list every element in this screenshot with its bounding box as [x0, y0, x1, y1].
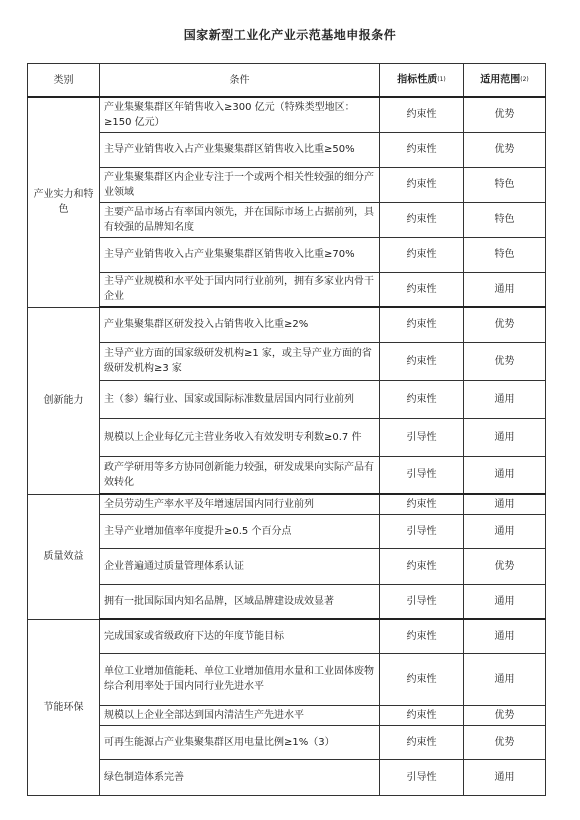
table-row: [28, 514, 546, 548]
condition-cell: 政产学研用等多方协同创新能力较强，研发成果向实际产品有效转化: [100, 456, 380, 494]
scope-cell: 通用: [464, 653, 546, 705]
scope-cell: 特色: [464, 202, 546, 237]
table-row: [28, 272, 546, 307]
category-cell: 产业实力和特色: [28, 97, 100, 307]
condition-cell: 规模以上企业全部达到国内清洁生产先进水平: [100, 705, 380, 725]
constraint-cell: 约束性: [380, 548, 464, 584]
condition-cell: 主导产业方面的国家级研发机构≥1 家，或主导产业方面的省级研发机构≥3 家: [100, 342, 380, 380]
table-row: [28, 494, 546, 514]
constraint-cell: 约束性: [380, 97, 464, 132]
constraint-cell: 引导性: [380, 456, 464, 494]
table-row: [28, 725, 546, 759]
constraint-cell: 约束性: [380, 705, 464, 725]
scope-cell: 优势: [464, 307, 546, 342]
scope-cell: 通用: [464, 759, 546, 795]
header-condition: 条件: [100, 64, 380, 98]
scope-cell: 通用: [464, 380, 546, 418]
table-row: [28, 548, 546, 584]
condition-cell: 主导产业销售收入占产业集聚集群区销售收入比重≥50%: [100, 132, 380, 167]
scope-cell: 特色: [464, 167, 546, 202]
table-row: [28, 619, 546, 653]
category-cell: 质量效益: [28, 494, 100, 619]
conditions-table: [27, 63, 546, 796]
condition-cell: 产业集聚集群区年销售收入≥300 亿元（特殊类型地区：≥150 亿元）: [100, 97, 380, 132]
table-row: [28, 584, 546, 619]
constraint-cell: 约束性: [380, 202, 464, 237]
condition-cell: 可再生能源占产业集聚集群区用电量比例≥1%（3）: [100, 725, 380, 759]
constraint-cell: 约束性: [380, 272, 464, 307]
condition-cell: 绿色制造体系完善: [100, 759, 380, 795]
header-scope-note: (2): [520, 76, 529, 84]
scope-cell: 通用: [464, 456, 546, 494]
constraint-cell: 约束性: [380, 653, 464, 705]
condition-cell: 企业普遍通过质量管理体系认证: [100, 548, 380, 584]
header-constraint: [380, 64, 464, 98]
scope-cell: 通用: [464, 272, 546, 307]
condition-cell: 主（参）编行业、国家或国际标准数量居国内同行业前列: [100, 380, 380, 418]
condition-cell: 拥有一批国际国内知名品牌，区域品牌建设成效显著: [100, 584, 380, 619]
table-row: [28, 202, 546, 237]
condition-cell: 规模以上企业每亿元主营业务收入有效发明专利数≥0.7 件: [100, 418, 380, 456]
condition-cell: 主要产品市场占有率国内领先，并在国际市场上占据前列，具有较强的品牌知名度: [100, 202, 380, 237]
table-row: [28, 132, 546, 167]
table-row: [28, 456, 546, 494]
constraint-cell: 约束性: [380, 619, 464, 653]
table-row: [28, 342, 546, 380]
constraint-cell: 约束性: [380, 167, 464, 202]
scope-cell: 通用: [464, 584, 546, 619]
scope-cell: 通用: [464, 418, 546, 456]
constraint-cell: 约束性: [380, 380, 464, 418]
constraint-cell: 引导性: [380, 514, 464, 548]
constraint-cell: 引导性: [380, 584, 464, 619]
table-row: [28, 653, 546, 705]
condition-cell: 主导产业销售收入占产业集聚集群区销售收入比重≥70%: [100, 237, 380, 272]
constraint-cell: 约束性: [380, 307, 464, 342]
condition-cell: 产业集聚集群区内企业专注于一个或两个相关性较强的细分产业领域: [100, 167, 380, 202]
scope-cell: 通用: [464, 514, 546, 548]
constraint-cell: 约束性: [380, 237, 464, 272]
header-category: 类别: [28, 64, 100, 98]
table-row: [28, 307, 546, 342]
scope-cell: 优势: [464, 132, 546, 167]
table-row: [28, 759, 546, 795]
condition-cell: 主导产业增加值率年度提升≥0.5 个百分点: [100, 514, 380, 548]
constraint-cell: 引导性: [380, 759, 464, 795]
scope-cell: 优势: [464, 342, 546, 380]
constraint-cell: 约束性: [380, 132, 464, 167]
header-scope: [464, 64, 546, 98]
scope-cell: 优势: [464, 705, 546, 725]
condition-cell: 主导产业规模和水平处于国内同行业前列，拥有多家业内骨干企业: [100, 272, 380, 307]
condition-cell: 完成国家或省级政府下达的年度节能目标: [100, 619, 380, 653]
constraint-cell: 引导性: [380, 418, 464, 456]
header-constraint-label: 指标性质: [397, 74, 438, 86]
constraint-cell: 约束性: [380, 342, 464, 380]
page-title: 国家新型工业化产业示范基地申报条件: [183, 28, 397, 42]
scope-cell: 优势: [464, 725, 546, 759]
condition-cell: 全员劳动生产率水平及年增速居国内同行业前列: [100, 494, 380, 514]
scope-cell: 特色: [464, 237, 546, 272]
category-cell: 创新能力: [28, 307, 100, 494]
table-row: [28, 380, 546, 418]
constraint-cell: 约束性: [380, 725, 464, 759]
table-row: [28, 237, 546, 272]
scope-cell: 通用: [464, 494, 546, 514]
condition-cell: 单位工业增加值能耗、单位工业增加值用水量和工业固体废物综合利用率处于国内同行业先进水平: [100, 653, 380, 705]
table-row: [28, 97, 546, 132]
header-scope-label: 适用范围: [480, 74, 521, 86]
table-header-row: [28, 64, 546, 98]
header-constraint-note: (1): [437, 76, 446, 84]
table-row: [28, 418, 546, 456]
table-row: [28, 167, 546, 202]
category-cell: 节能环保: [28, 619, 100, 795]
constraint-cell: 约束性: [380, 494, 464, 514]
condition-cell: 产业集聚集群区研发投入占销售收入比重≥2%: [100, 307, 380, 342]
scope-cell: 通用: [464, 619, 546, 653]
table-row: [28, 705, 546, 725]
table-body: [28, 97, 546, 795]
scope-cell: 优势: [464, 97, 546, 132]
scope-cell: 优势: [464, 548, 546, 584]
